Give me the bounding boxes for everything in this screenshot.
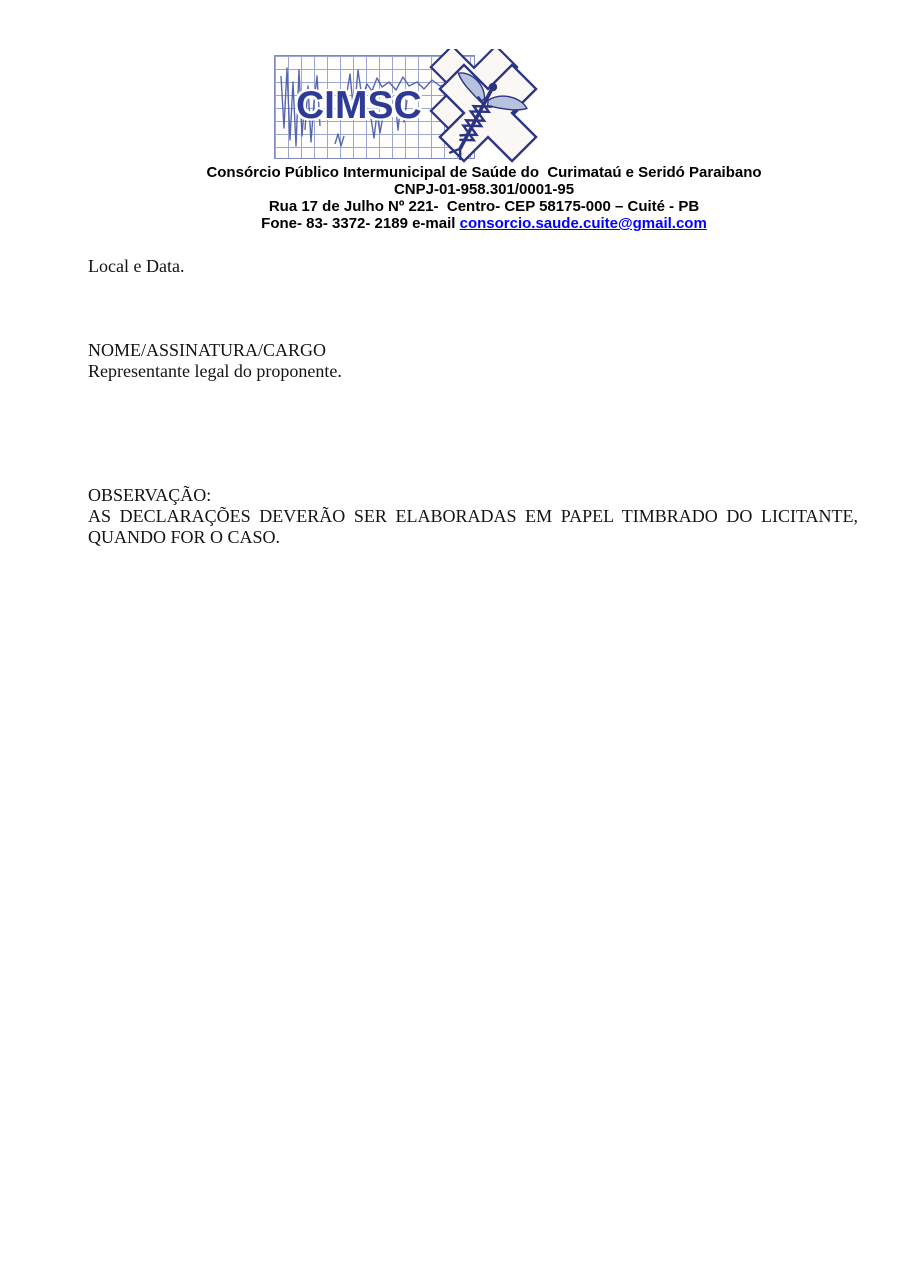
medical-cross-caduceus-icon (418, 49, 548, 165)
representante-legal-line: Representante legal do proponente. (88, 361, 342, 381)
nome-assinatura-cargo-line: NOME/ASSINATURA/CARGO (88, 340, 327, 360)
org-cnpj-line: CNPJ-01-958.301/0001-95 (393, 181, 575, 198)
observacao-line-1: AS DECLARAÇÕES DEVERÃO SER ELABORADAS EM PAPEL TIMBRADO DO LICITANTE, (88, 506, 858, 526)
observacao-title: OBSERVAÇÃO: (88, 485, 212, 505)
org-phone-text: Fone- 83- 3372- 2189 e-mail (261, 215, 460, 232)
cimsc-logo (274, 55, 548, 163)
org-address-line: Rua 17 de Julho Nº 221- Centro- CEP 58175-000 – Cuité - PB (268, 198, 700, 215)
local-e-data-line: Local e Data. (88, 256, 185, 276)
logo-acronym-text: CIMSC (296, 84, 422, 127)
observacao-line-2: QUANDO FOR O CASO. (88, 527, 281, 547)
org-name-line: Consórcio Público Intermunicipal de Saúde do Curimataú e Seridó Paraibano (206, 164, 762, 181)
org-contact-line (68, 215, 900, 232)
email-link[interactable]: consorcio.saude.cuite@gmail.com (459, 215, 707, 232)
